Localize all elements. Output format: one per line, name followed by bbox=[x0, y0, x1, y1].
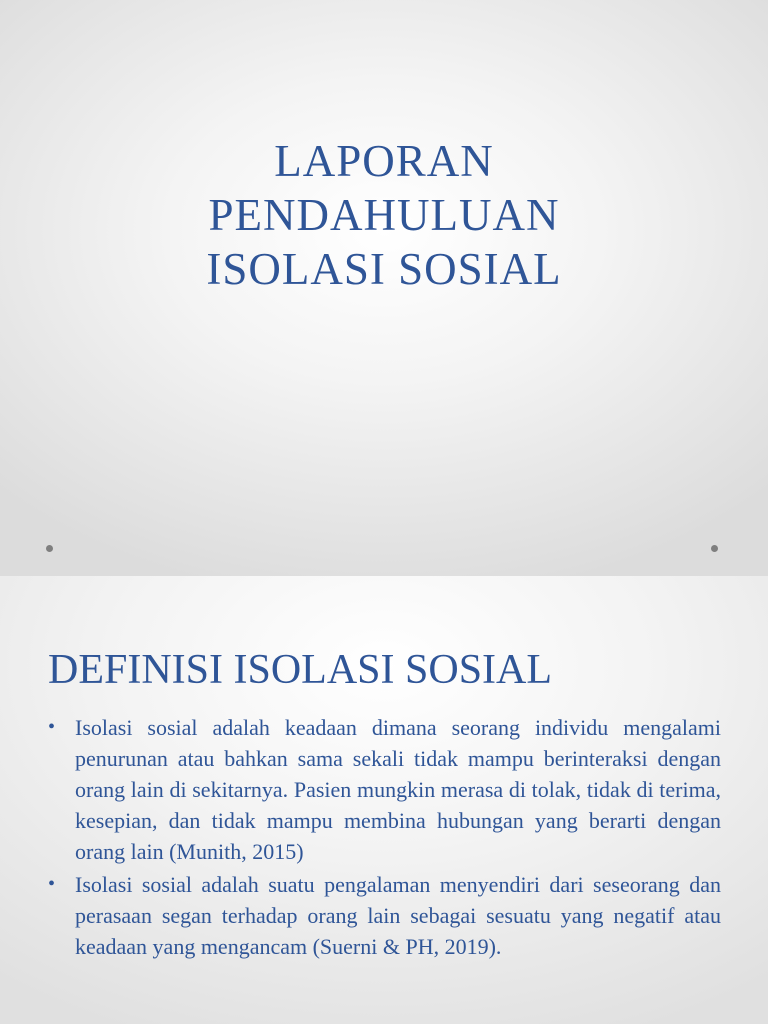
definition-slide bbox=[0, 576, 768, 1024]
bullet-icon: • bbox=[48, 716, 56, 738]
bullet-icon: • bbox=[48, 873, 56, 895]
title-line: LAPORAN bbox=[274, 136, 494, 186]
decorative-dot-right bbox=[711, 545, 718, 552]
list-item bbox=[48, 869, 721, 962]
decorative-dot-left bbox=[46, 545, 53, 552]
bullet-text: Isolasi sosial adalah keadaan dimana seorang individu mengalami penurunan atau bahkan sama sekali tidak mampu berinteraksi dengan orang lain di sekitarnya. Pasien mungkin merasa di tolak, tidak di terima, kesepian, dan tidak mampu membina hubungan yang berarti dengan orang lain (Munith, 2015) bbox=[75, 715, 721, 864]
list-item bbox=[48, 712, 721, 867]
title-line: ISOLASI SOSIAL bbox=[206, 244, 562, 294]
title-line: PENDAHULUAN bbox=[208, 190, 560, 240]
bullet-text: Isolasi sosial adalah suatu pengalaman menyendiri dari seseorang dan perasaan segan terhadap orang lain sebagai sesuatu yang negatif atau keadaan yang mengancam (Suerni & PH, 2019). bbox=[75, 872, 721, 959]
bullet-list bbox=[48, 712, 721, 964]
slide-title bbox=[84, 134, 684, 296]
slide-heading: DEFINISI ISOLASI SOSIAL bbox=[48, 647, 553, 693]
